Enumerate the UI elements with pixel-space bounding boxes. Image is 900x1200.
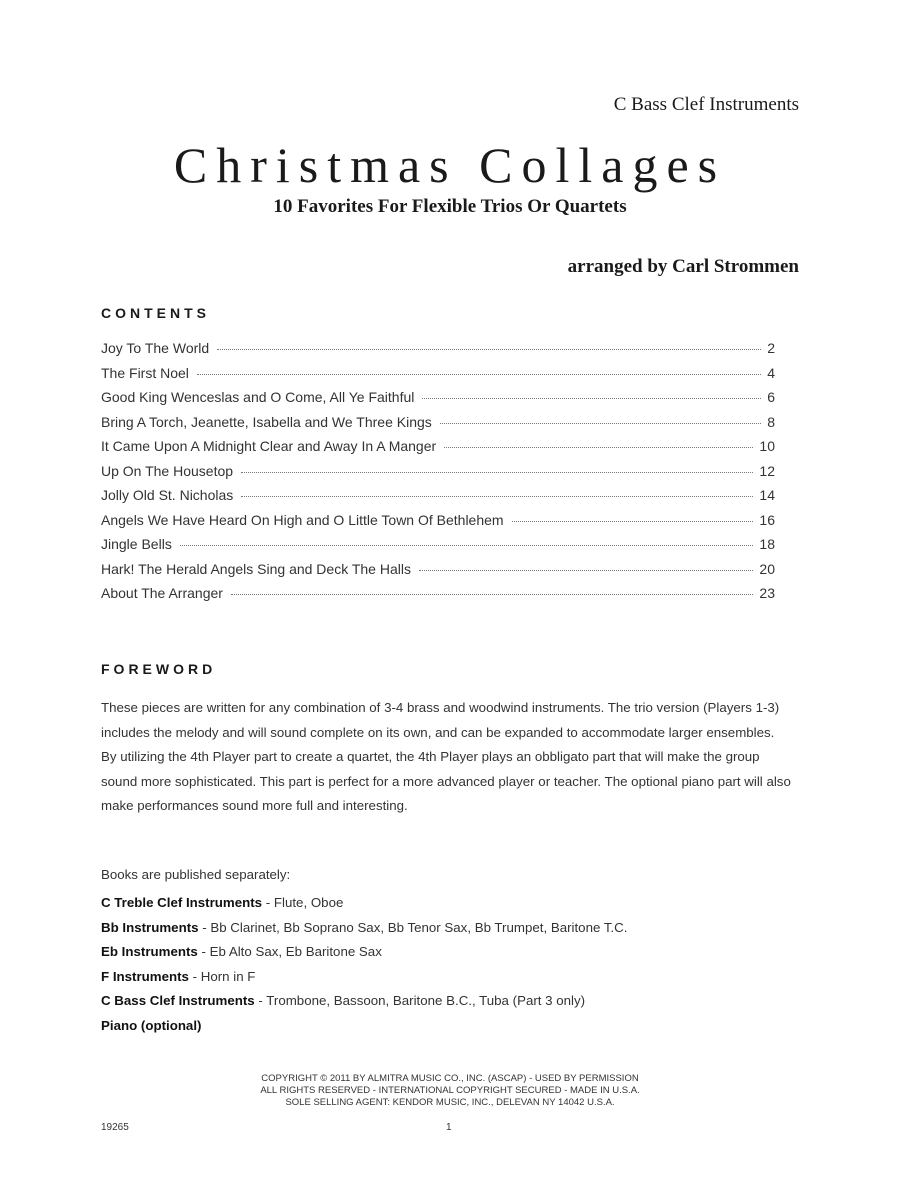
toc-page: 20 (759, 560, 775, 577)
toc-item[interactable] (101, 365, 775, 390)
toc-title: Joy To The World (101, 340, 210, 356)
toc-item[interactable] (101, 414, 775, 439)
leader-dots (440, 423, 761, 424)
toc-page: 23 (759, 585, 775, 601)
book-item (101, 1014, 627, 1039)
leader-dots (241, 496, 753, 497)
book-name: C Bass Clef Instruments (101, 993, 255, 1008)
toc-item[interactable] (101, 585, 775, 610)
copyright-line: COPYRIGHT © 2011 BY ALMITRA MUSIC CO., INC. (ASCAP) - USED BY PERMISSION (261, 1073, 639, 1084)
leader-dots (512, 521, 754, 522)
contents-heading: CONTENTS (101, 305, 210, 321)
book-detail: - Flute, Oboe (262, 895, 344, 910)
books-list (101, 891, 627, 1038)
toc-page: 8 (767, 413, 775, 430)
foreword-text: These pieces are written for any combination of 3-4 brass and woodwind instruments. The trio version (Players 1-3) includes the melody and will sound complete on its own, and can be expanded to accommodate larger ensembles. By utilizing the 4th Player part to create a quartet, the 4th Player plays an obbligato part that will make the group sound more sophisticated. This part is perfect for a more advanced player or teacher. The optional piano part will also make performances sound more full and interesting. (101, 700, 791, 813)
book-item (101, 965, 627, 990)
toc-item[interactable] (101, 561, 775, 586)
book-item (101, 891, 627, 916)
toc-title: Up On The Housetop (101, 462, 234, 479)
toc-item[interactable] (101, 463, 775, 488)
leader-dots (241, 472, 753, 473)
toc-title: Jolly Old St. Nicholas (101, 487, 234, 503)
catalog-number: 19265 (101, 1122, 129, 1133)
leader-dots (197, 374, 761, 375)
leader-dots (231, 594, 753, 595)
book-item (101, 989, 627, 1014)
toc-title: Hark! The Herald Angels Sing and Deck The Halls (101, 560, 411, 577)
book-detail: - Bb Clarinet, Bb Soprano Sax, Bb Tenor Sax, Bb Trumpet, Baritone T.C. (198, 919, 628, 935)
book-item (101, 916, 627, 941)
toc-title: Good King Wenceslas and O Come, All Ye Faithful (101, 389, 415, 405)
toc-page: 2 (767, 340, 775, 356)
toc-page: 12 (759, 462, 775, 479)
toc-title: Angels We Have Heard On High and O Little Town Of Bethlehem (101, 511, 504, 528)
page-subtitle: 10 Favorites For Flexible Trios Or Quartets (273, 196, 627, 217)
book-detail: - Trombone, Bassoon, Baritone B.C., Tuba (Part 3 only) (254, 993, 586, 1008)
arranger-credit: arranged by Carl Strommen (567, 256, 799, 277)
book-name: C Treble Clef Instruments (101, 895, 263, 910)
toc-title: It Came Upon A Midnight Clear and Away In A Manger (101, 438, 437, 454)
toc-title: Jingle Bells (101, 536, 172, 552)
toc-page: 10 (759, 438, 775, 454)
instrument-label: C Bass Clef Instruments (613, 94, 799, 115)
table-of-contents (101, 340, 775, 610)
toc-page: 16 (759, 511, 775, 528)
book-detail: - Horn in F (188, 968, 256, 984)
toc-title: The First Noel (101, 364, 189, 381)
book-item (101, 940, 627, 965)
toc-item[interactable] (101, 438, 775, 463)
toc-item[interactable] (101, 487, 775, 512)
toc-page: 6 (767, 389, 775, 405)
leader-dots (422, 398, 761, 399)
toc-page: 18 (759, 536, 775, 552)
books-intro: Books are published separately: (101, 867, 291, 882)
book-name: Bb Instruments (101, 919, 199, 935)
leader-dots (217, 349, 761, 350)
copyright-line: SOLE SELLING AGENT: KENDOR MUSIC, INC., DELEVAN NY 14042 U.S.A. (285, 1097, 615, 1108)
book-name: Piano (optional) (101, 1017, 202, 1033)
book-name: Eb Instruments (101, 944, 198, 959)
toc-page: 14 (759, 487, 775, 503)
copyright-notice (0, 1073, 900, 1109)
toc-item[interactable] (101, 389, 775, 414)
page-title: Christmas Collages (173, 137, 727, 193)
toc-page: 4 (767, 364, 775, 381)
foreword-heading: FOREWORD (101, 661, 217, 677)
page-number: 1 (446, 1122, 452, 1133)
toc-title: About The Arranger (101, 585, 223, 601)
leader-dots (419, 570, 753, 571)
leader-dots (444, 447, 753, 448)
toc-item[interactable] (101, 536, 775, 561)
book-name: F Instruments (101, 968, 189, 984)
toc-item[interactable] (101, 512, 775, 537)
toc-title: Bring A Torch, Jeanette, Isabella and We Three Kings (101, 413, 432, 430)
copyright-line: ALL RIGHTS RESERVED - INTERNATIONAL COPYRIGHT SECURED - MADE IN U.S.A. (260, 1085, 640, 1096)
book-detail: - Eb Alto Sax, Eb Baritone Sax (197, 944, 382, 959)
leader-dots (180, 545, 754, 546)
toc-item[interactable] (101, 340, 775, 365)
